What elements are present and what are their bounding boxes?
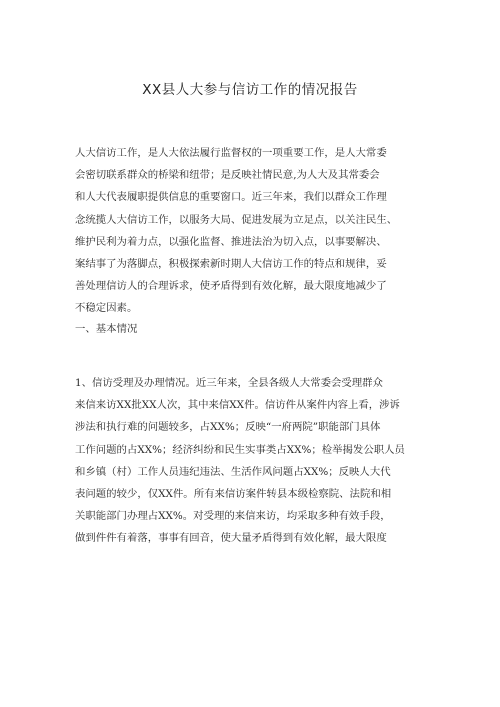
paragraph-line: 工作问题的占XX%；经济纠纷和民生实事类占XX%；检举揭发公职人员 <box>75 443 405 456</box>
document-title: XX县人大参与信访工作的情况报告 <box>142 82 358 98</box>
paragraph-line: 涉法和执行难的问题较多，占XX%；反映“一府两院”职能部门具体 <box>75 421 381 434</box>
paragraph-line: 做到件件有着落，事事有回音，使大量矛盾得到有效化解，最大限度 <box>75 532 387 545</box>
section-paragraph <box>75 372 430 550</box>
paragraph-line: 关职能部门办理占XX%。对受理的来信来访，均采取多种有效手段， <box>75 510 391 523</box>
intro-paragraph <box>75 142 430 320</box>
paragraph-line: 不稳定因素。 <box>75 302 138 315</box>
paragraph-line: 表问题的较少，仅XX件。所有来信访案件转县本级检察院、法院和相 <box>75 488 392 501</box>
paragraph-line: 善处理信访人的合理诉求，使矛盾得到有效化解，最大限度地减少了 <box>75 280 387 293</box>
paragraph-line: 会密切联系群众的桥梁和纽带；是反映社情民意,为人大及其常委会 <box>75 169 380 182</box>
paragraph-line: 念统揽人大信访工作，以服务大局、促进发展为立足点，以关注民生、 <box>75 213 398 226</box>
paragraph-line: 和人大代表履职提供信息的重要窗口。近三年来，我们以群众工作理 <box>75 191 387 204</box>
paragraph-line: 人大信访工作，是人大依法履行监督权的一项重要工作，是人大常委 <box>75 147 387 159</box>
paragraph-line: 来信来访XX批XX人次，其中来信XX件。信访件从案件内容上看，涉诉 <box>75 399 400 412</box>
paragraph-line: 1、信访受理及办理情况。近三年来，全县各级人大常委会受理群众 <box>75 377 383 389</box>
paragraph-line: 维护民利为着力点，以强化监督、推进法治为切入点，以事要解决、 <box>75 235 387 248</box>
paragraph-line: 案结事了为落脚点，积极探索新时期人大信访工作的特点和规律，妥 <box>75 258 387 271</box>
section-heading: 一、基本情况 <box>75 323 138 335</box>
paragraph-line: 和乡镇（村）工作人员违纪违法、生活作风问题占XX%；反映人大代 <box>75 465 391 478</box>
